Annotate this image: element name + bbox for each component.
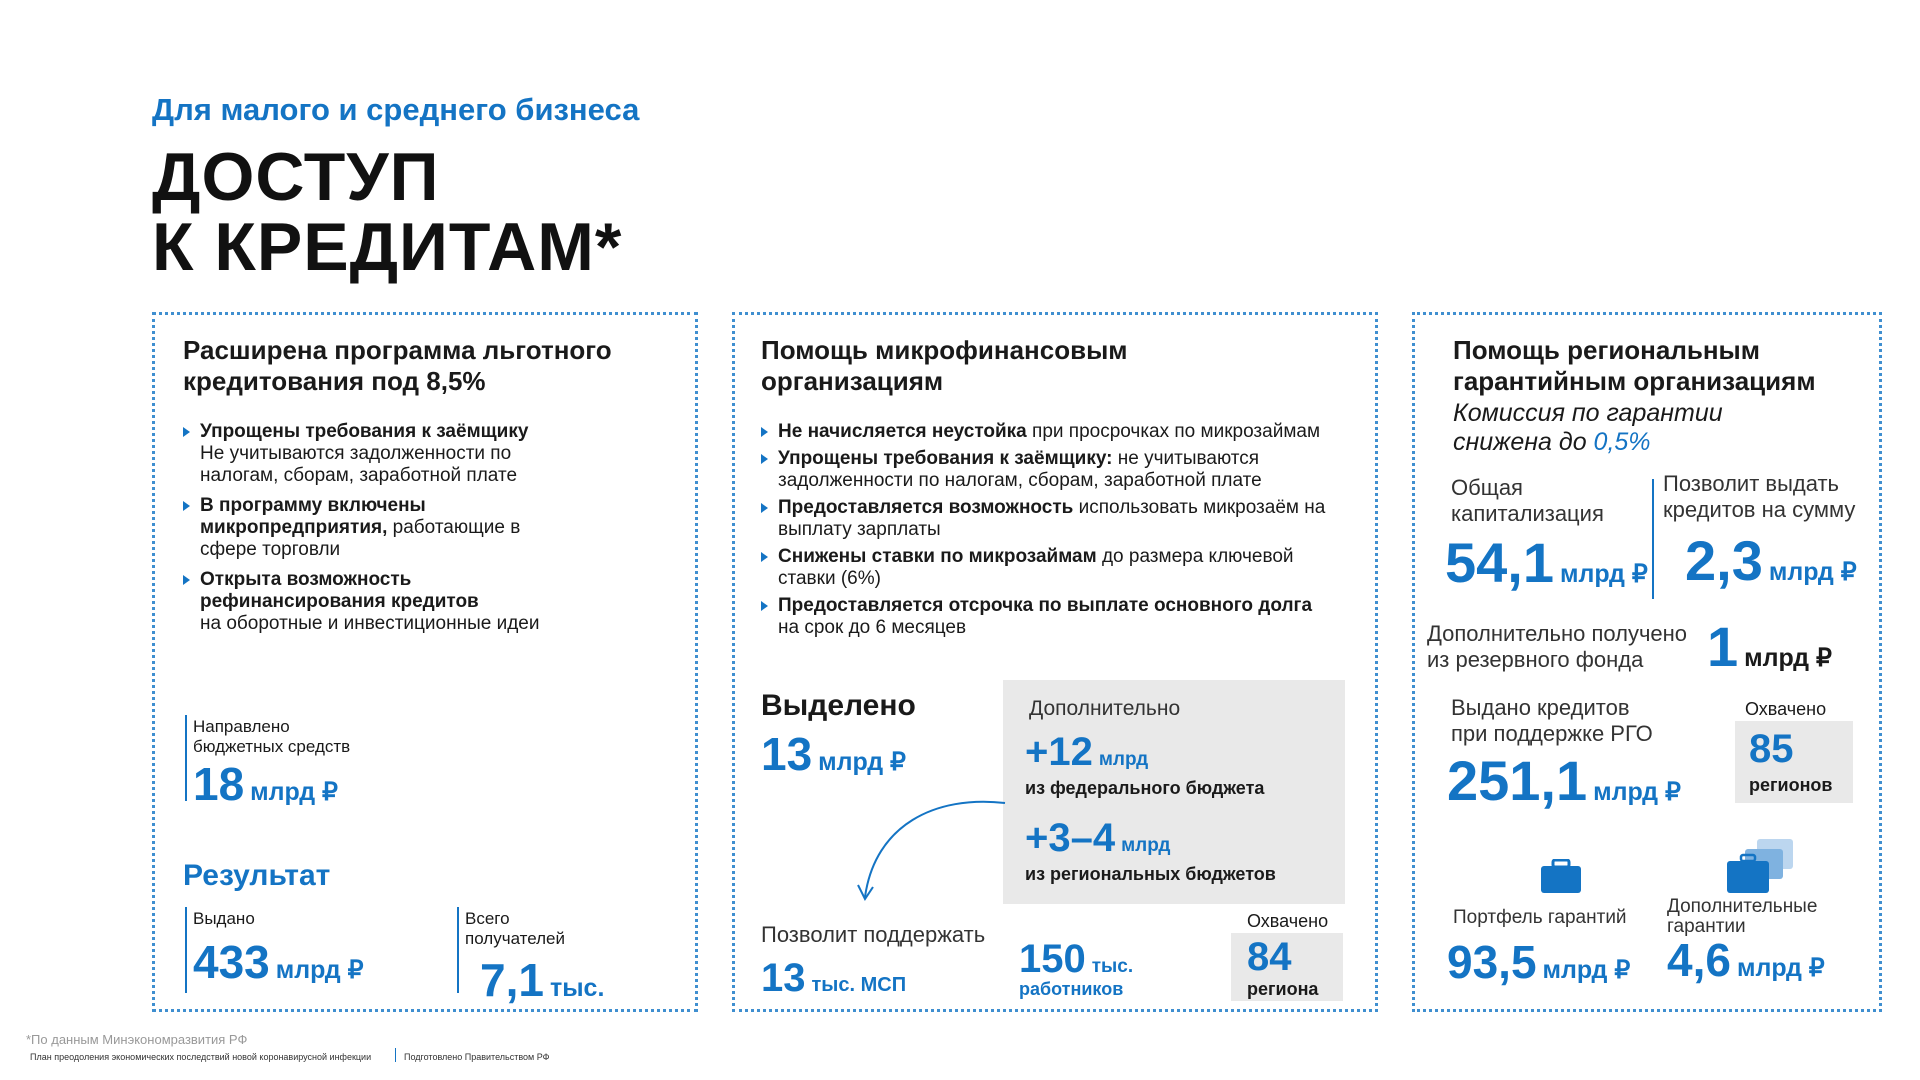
bullet-text: при просрочках по микрозаймам bbox=[1032, 421, 1321, 442]
allocated-number: 13 bbox=[761, 728, 813, 780]
card3-title-line-2: гарантийным организациям bbox=[1453, 366, 1816, 396]
commission-value: 0,5% bbox=[1593, 428, 1651, 456]
commission-line-2 bbox=[1453, 428, 1723, 457]
additional-funds-box bbox=[1003, 680, 1345, 904]
list-item bbox=[761, 497, 1331, 541]
loans-unit: млрд ₽ bbox=[1593, 778, 1681, 806]
loans-number: 251,1 bbox=[1447, 749, 1588, 812]
regional-label: из региональных бюджетов bbox=[1025, 864, 1276, 884]
bullet-text: на оборотные и инвестиционные идеи bbox=[200, 613, 540, 634]
credit-value bbox=[1685, 531, 1857, 602]
page-title-line-2: К КРЕДИТАМ* bbox=[152, 209, 623, 285]
page-title bbox=[152, 139, 623, 285]
regional-number: +3–4 bbox=[1025, 816, 1116, 860]
bullet-text: не учитываются задолженности по налогам, сборам, заработной плате bbox=[778, 448, 1262, 491]
commission-note bbox=[1453, 399, 1723, 457]
portfolio-number: 93,5 bbox=[1447, 936, 1537, 988]
regions-box bbox=[1735, 721, 1853, 803]
footer-prepared-by: Подготовлено Правительством РФ bbox=[404, 1052, 550, 1062]
card2-bullet-list bbox=[761, 421, 1331, 644]
card3-title bbox=[1453, 335, 1816, 397]
reserve-label-line-1: Дополнительно получено bbox=[1427, 621, 1688, 646]
covered-label: Охвачено bbox=[1247, 911, 1329, 931]
list-item bbox=[183, 495, 553, 561]
list-item bbox=[761, 546, 1331, 590]
regions-label: Охвачено bbox=[1745, 699, 1827, 719]
regional-value bbox=[1025, 816, 1170, 868]
footer-separator bbox=[395, 1048, 396, 1062]
recipients-accent-bar bbox=[457, 907, 459, 993]
bullet-text: Не учитываются задолженности по налогам, сборам, заработной плате bbox=[200, 443, 518, 486]
recipients-label-line-1: Всего bbox=[465, 909, 510, 928]
budget-unit: млрд ₽ bbox=[250, 778, 338, 806]
regions-unit: регионов bbox=[1749, 775, 1833, 795]
capitalization-number: 54,1 bbox=[1445, 531, 1554, 594]
card2-title bbox=[761, 335, 1128, 397]
reserve-label-line-2: из резервного фонда bbox=[1427, 647, 1644, 672]
covered-box bbox=[1231, 933, 1343, 1001]
capitalization-divider bbox=[1652, 479, 1654, 599]
reserve-value bbox=[1707, 617, 1832, 688]
recipients-label bbox=[465, 909, 565, 949]
budget-accent-bar bbox=[185, 715, 187, 801]
loans-label-line-1: Выдано кредитов bbox=[1451, 695, 1630, 720]
recipients-value bbox=[480, 955, 604, 1013]
source-footnote: *По данным Минэкономразвития РФ bbox=[26, 1032, 248, 1047]
budget-label-line-2: бюджетных средств bbox=[193, 737, 351, 756]
card1-title-line-1: Расширена программа льготного bbox=[183, 335, 612, 365]
footer-plan-text: План преодоления экономических последствий новой коронавирусной инфекции bbox=[30, 1052, 372, 1062]
allocated-title: Выделено bbox=[761, 689, 916, 722]
extra-guarantees-label-line-1: Дополнительные bbox=[1667, 896, 1818, 917]
recipients-number: 7,1 bbox=[480, 954, 544, 1006]
reserve-number: 1 bbox=[1707, 615, 1739, 678]
card1-title bbox=[183, 335, 612, 397]
capitalization-unit: млрд ₽ bbox=[1560, 560, 1648, 588]
loans-label-line-2: при поддержке РГО bbox=[1451, 721, 1653, 746]
bullet-bold: Упрощены требования к заёмщику: bbox=[778, 448, 1113, 469]
capitalization-label-line-2: капитализация bbox=[1451, 501, 1604, 526]
federal-unit: млрд bbox=[1098, 749, 1149, 770]
smb-number: 13 bbox=[761, 956, 806, 1000]
extra-guarantees-unit: млрд ₽ bbox=[1736, 954, 1825, 982]
capitalization-label bbox=[1451, 475, 1604, 527]
extra-guarantees-number: 4,6 bbox=[1667, 934, 1731, 986]
loans-label bbox=[1451, 695, 1653, 747]
card2-title-line-1: Помощь микрофинансовым bbox=[761, 335, 1128, 365]
list-item bbox=[761, 595, 1331, 639]
federal-value bbox=[1025, 730, 1148, 782]
issued-value bbox=[193, 937, 364, 995]
bullet-bold: Предоставляется возможность bbox=[778, 497, 1074, 518]
portfolio-unit: млрд ₽ bbox=[1542, 956, 1631, 984]
credit-label bbox=[1663, 471, 1855, 523]
allocated-value bbox=[761, 729, 906, 787]
reserve-unit: млрд ₽ bbox=[1744, 644, 1832, 672]
page-title-line-1: ДОСТУП bbox=[152, 139, 440, 215]
bullet-text: до размера ключевой ставки (6%) bbox=[778, 546, 1294, 589]
bullet-text: на срок до 6 месяцев bbox=[778, 617, 967, 638]
allocated-unit: млрд ₽ bbox=[818, 748, 906, 776]
list-item bbox=[183, 569, 553, 635]
bullet-bold: Не начисляется неустойка bbox=[778, 421, 1027, 442]
portfolio-value bbox=[1447, 937, 1630, 995]
loans-value bbox=[1447, 751, 1681, 822]
smb-value bbox=[761, 953, 906, 1010]
credit-label-line-1: Позволит выдать bbox=[1663, 471, 1840, 496]
capitalization-label-line-1: Общая bbox=[1451, 475, 1523, 500]
bullet-bold: Предоставляется отсрочка по выплате основного долга bbox=[778, 595, 1313, 616]
bullet-text: использовать микрозаём на выплату зарплаты bbox=[778, 497, 1326, 540]
card1-bullet-list bbox=[183, 421, 553, 643]
briefcase-icon bbox=[1541, 859, 1581, 893]
list-item bbox=[183, 421, 553, 487]
card2-title-line-2: организациям bbox=[761, 366, 944, 396]
extra-guarantees-label-line-2: гарантии bbox=[1667, 916, 1746, 937]
extra-guarantees-label bbox=[1667, 897, 1817, 937]
portfolio-label: Портфель гарантий bbox=[1453, 907, 1627, 928]
extra-guarantees-value bbox=[1667, 935, 1825, 993]
federal-number: +12 bbox=[1025, 730, 1093, 774]
issued-unit: млрд ₽ bbox=[275, 956, 364, 984]
issued-number: 433 bbox=[193, 936, 270, 988]
credit-unit: млрд ₽ bbox=[1768, 558, 1857, 586]
budget-label-line-1: Направлено bbox=[193, 717, 290, 736]
regional-unit: млрд bbox=[1121, 835, 1171, 856]
issued-label: Выдано bbox=[193, 909, 255, 928]
smb-unit: тыс. МСП bbox=[811, 974, 907, 996]
bullet-bold: Упрощены требования к заёмщику bbox=[200, 421, 529, 442]
regions-value: 85 bbox=[1749, 727, 1794, 771]
budget-number: 18 bbox=[193, 758, 245, 810]
page-subtitle: Для малого и среднего бизнеса bbox=[152, 92, 640, 127]
reserve-label bbox=[1427, 621, 1687, 673]
card3-title-line-1: Помощь региональным bbox=[1453, 335, 1760, 365]
card-preferential-lending bbox=[152, 312, 698, 1012]
commission-prefix: снижена до bbox=[1453, 428, 1594, 456]
bullet-bold: В программу включены микропредприятия, bbox=[200, 495, 426, 538]
curved-arrow-icon bbox=[855, 785, 1015, 915]
card-microfinance bbox=[732, 312, 1378, 1012]
workers-label: работников bbox=[1019, 979, 1124, 999]
covered-unit: региона bbox=[1247, 979, 1319, 999]
credit-label-line-2: кредитов на сумму bbox=[1663, 497, 1856, 522]
card-regional-guarantee bbox=[1412, 312, 1882, 1012]
list-item bbox=[761, 421, 1331, 443]
budget-value bbox=[193, 759, 338, 817]
federal-label: из федерального бюджета bbox=[1025, 778, 1265, 798]
credit-number: 2,3 bbox=[1685, 529, 1763, 592]
card1-title-line-2: кредитования под 8,5% bbox=[183, 366, 486, 396]
support-label: Позволит поддержать bbox=[761, 922, 986, 947]
capitalization-value bbox=[1445, 533, 1648, 604]
issued-accent-bar bbox=[185, 907, 187, 993]
workers-unit: тыс. bbox=[1091, 956, 1134, 977]
workers-number: 150 bbox=[1019, 937, 1086, 981]
recipients-label-line-2: получателей bbox=[465, 929, 565, 948]
recipients-unit: тыс. bbox=[549, 974, 605, 1002]
list-item bbox=[761, 448, 1331, 492]
bullet-text: работающие в сфере торговли bbox=[200, 517, 521, 560]
bullet-bold: Снижены ставки по микрозаймам bbox=[778, 546, 1097, 567]
commission-line-1: Комиссия по гарантии bbox=[1453, 399, 1723, 427]
additional-label: Дополнительно bbox=[1029, 697, 1181, 720]
stacked-briefcases-icon bbox=[1727, 839, 1797, 893]
result-title: Результат bbox=[183, 859, 331, 892]
bullet-bold: Открыта возможность рефинансирования кредитов bbox=[200, 569, 479, 612]
covered-value: 84 bbox=[1247, 935, 1292, 979]
budget-label bbox=[193, 717, 350, 757]
